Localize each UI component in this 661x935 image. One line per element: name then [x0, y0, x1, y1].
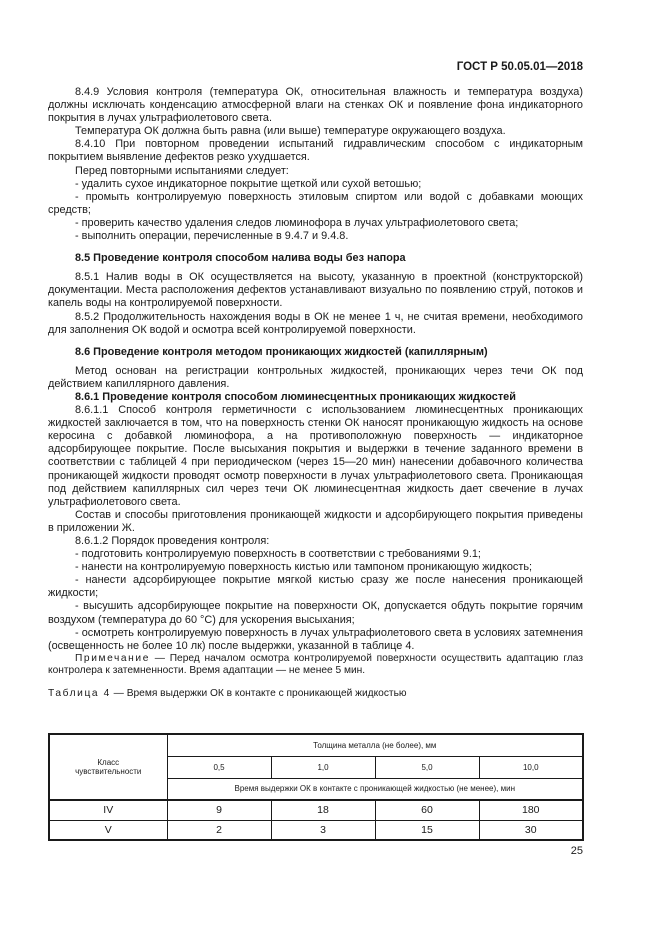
- page-number: 25: [570, 845, 583, 857]
- paragraph-8-6: Метод основан на регистрации контрольных жидкостей, проникающих через течи ОК под действием капиллярного давления.: [48, 364, 583, 390]
- table-caption: [48, 688, 583, 701]
- heading-8-5: 8.5 Проведение контроля способом налива воды без напора: [75, 252, 406, 265]
- class-cell: IV: [49, 800, 167, 820]
- thickness-header: Толщина металла (не более), мм: [167, 734, 583, 756]
- list-item: - промыть контролируемую поверхность этиловым спиртом или водой с добавками моющих средств;: [48, 190, 583, 216]
- table-cell: 9: [167, 800, 271, 820]
- thickness-value: 1,0: [271, 756, 375, 778]
- heading-8-6: 8.6 Проведение контроля методом проникающих жидкостей (капиллярным): [75, 345, 488, 358]
- table-caption-text: — Время выдержки ОК в контакте с проникающей жидкостью: [110, 688, 407, 700]
- paragraph-before-retest: Перед повторными испытаниями следует:: [75, 164, 289, 177]
- note-text: — Перед началом осмотра контролируемой поверхности осуществить адаптацию глаз контролера к затемненности. Время адаптации — не менее 5 мин.: [48, 652, 583, 677]
- table-cell: 3: [271, 820, 375, 840]
- thickness-value: 5,0: [375, 756, 479, 778]
- paragraph-8-4-10: 8.4.10 При повторном проведении испытаний гидравлическим способом с индикаторным покрытием выявление дефектов резко ухудшается.: [48, 138, 583, 164]
- list-item: - выполнить операции, перечисленные в 9.4.7 и 9.4.8.: [75, 230, 349, 243]
- table-cell: 180: [479, 800, 583, 820]
- paragraph-8-5-2: 8.5.2 Продолжительность нахождения воды в ОК не менее 1 ч, не считая времени, необходимого для заполнения ОК водой и осмотра всей контролируемой поверхности.: [48, 310, 583, 336]
- list-item: - удалить сухое индикаторное покрытие щеткой или сухой ветошью;: [75, 177, 422, 190]
- thickness-value: 10,0: [479, 756, 583, 778]
- standard-number: ГОСТ Р 50.05.01—2018: [456, 61, 583, 73]
- table-cell: 18: [271, 800, 375, 820]
- time-header: Время выдержки ОК в контакте с проникающей жидкостью (не менее), мин: [167, 778, 583, 800]
- table-exposure-time: [48, 733, 584, 841]
- table-cell: 2: [167, 820, 271, 840]
- heading-8-6-1: 8.6.1 Проведение контроля способом люминесцентных проникающих жидкостей: [75, 390, 516, 403]
- paragraph-8-5-1: 8.5.1 Налив воды в ОК осуществляется на высоту, указанную в проектной (конструкторской) документации. Места расположения дефектов устанавливают визуально по появлению струй, потоков и капель воды на контролируемой поверхности.: [48, 271, 583, 310]
- paragraph-8-6-1-2: 8.6.1.2 Порядок проведения контроля:: [75, 535, 270, 547]
- list-item: - нанести адсорбирующее покрытие мягкой кистью сразу же после нанесения проникающей жидкости;: [48, 574, 583, 600]
- list-item: - осмотреть контролируемую поверхность в лучах ультрафиолетового света в условиях затемнения (освещенность не более 10 лк) после выдержки, указанной в таблице 4.: [48, 626, 583, 652]
- note: [48, 653, 583, 678]
- list-item: - нанести на контролируемую поверхность кистью или тампоном проникающую жидкость;: [75, 561, 533, 574]
- list-item: - проверить качество удаления следов люминофора в лучах ультрафиолетового света;: [75, 216, 519, 229]
- class-cell: V: [49, 820, 167, 840]
- paragraph-8-6-1-1: 8.6.1.1 Способ контроля герметичности с использованием люминесцентных проникающих жидкостей заключается в том, что на поверхность стенки ОК наносят проникающую жидкость на основе керосина с добавкой люминофора, а на противоположную поверхность — индикаторное адсорбирующее покрытие. После высыхания покрытия и выдержки в течение заданного времени в соответствии с таблицей 4 при периодическом (через 15—20 мин) нанесении добавочного количества проникающей жидкости проводят осмотр поверхности в лучах ультрафиолетового света. Проникающая под действием капиллярных сил через течи ОК люминесцентная жидкость дает свечение в лучах ультрафиолетового света.: [48, 404, 583, 508]
- list-item: - подготовить контролируемую поверхность в соответствии с требованиями 9.1;: [75, 548, 481, 561]
- thickness-value: 0,5: [167, 756, 271, 778]
- paragraph-8-4-9-temperature: Температура ОК должна быть равна (или выше) температуре окружающего воздуха.: [75, 125, 506, 138]
- paragraph-8-4-9: 8.4.9 Условия контроля (температура ОК, относительная влажность и температура воздуха) должны исключать конденсацию атмосферной влаги на стенках ОК и появление фона индикаторного покрытия в лучах ультрафиолетового света.: [48, 86, 583, 125]
- note-label: Примечание: [75, 652, 150, 664]
- table-cell: 60: [375, 800, 479, 820]
- table-label: Таблица 4: [48, 688, 111, 700]
- paragraph-composition: Состав и способы приготовления проникающей жидкости и адсорбирующего покрытия приведены в приложении Ж.: [48, 508, 583, 534]
- class-header: Класс чувствительности: [49, 734, 167, 800]
- list-item: - высушить адсорбирующее покрытие на поверхности ОК, допускается обдуть покрытие горячим воздухом (температура до 60 °С) для ускорения высыхания;: [48, 600, 583, 626]
- table-cell: 15: [375, 820, 479, 840]
- table-cell: 30: [479, 820, 583, 840]
- body-text: [48, 86, 583, 701]
